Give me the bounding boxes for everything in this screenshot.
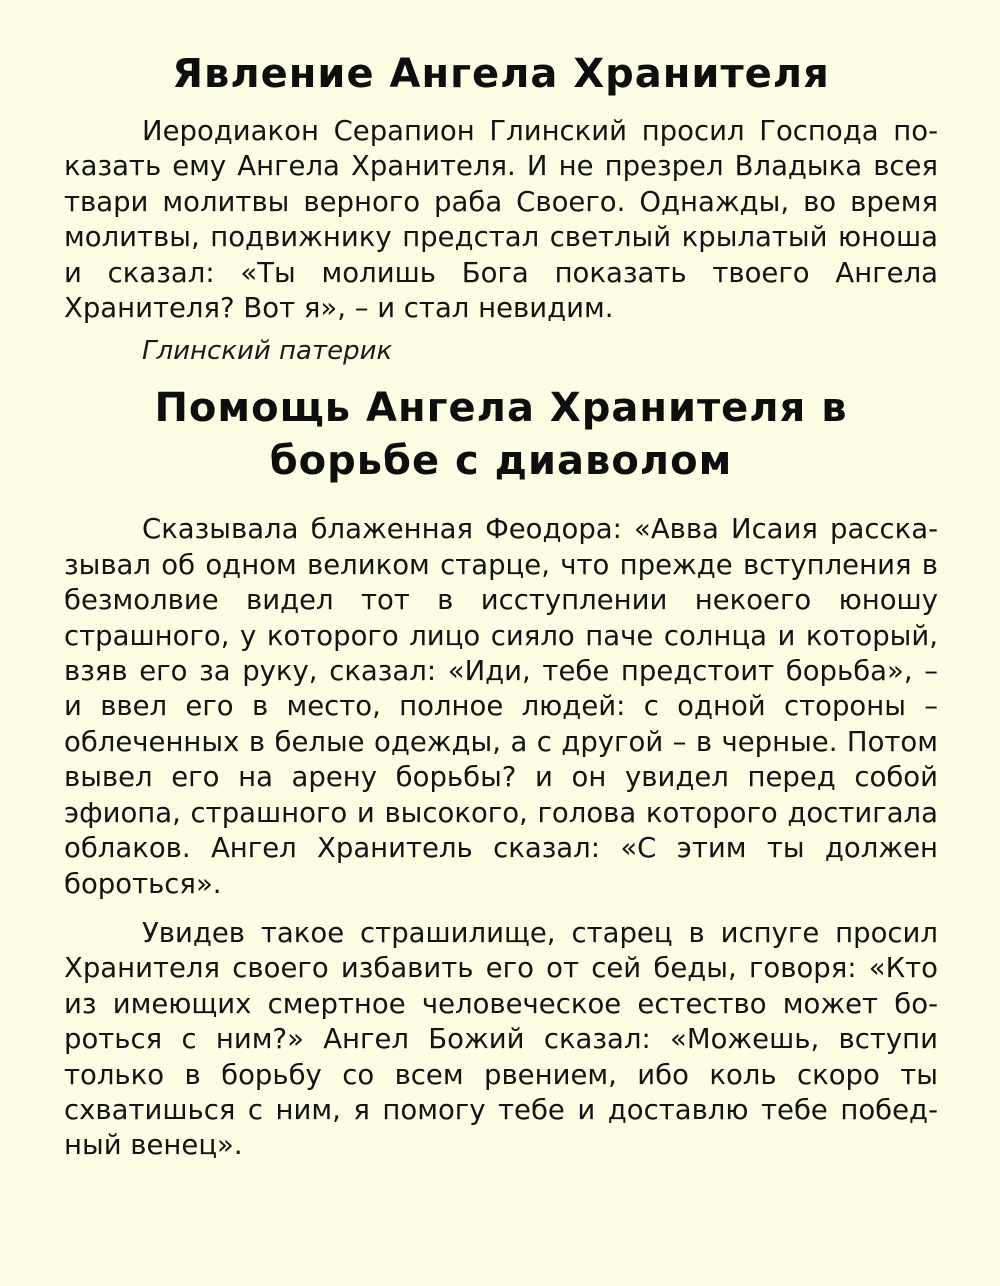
section-2-paragraph-1: Сказывала блаженная Феодора: «Авва Исаия рассказывал об одном великом старце, что прежде вступления в безмолвие видел тот в исступлении некоего юношу страшного, у которого лицо сияло паче солнца и который, взяв его за руку, сказал: «Иди, тебе предстоит борьба», – и ввел его в место, полное людей: с одной стороны – облеченных в белые одежды, а с другой – в черные. Потом вывел его на арену борьбы? и он увидел перед собой эфиопа, страшного и высокого, голова которого достигала облаков. Ангел Хранитель сказал: «С этим ты должен бороться».	[64, 513, 938, 900]
section-2-title-line-2: борьбе с диаволом	[269, 438, 733, 485]
section-2-paragraph-2: Увидев такое страшилище, старец в испуге просил Хранителя своего избавить его от сей беды, говоря: «Кто из имеющих смертное человеческое естество может бороться с ним?» Ангел Божий сказал: «Можешь, вступи только в борьбу со всем рвением, ибо коль скоро ты схватишься с ним, я помогу тебе и доставлю тебе победный венец».	[64, 916, 938, 1162]
section-2-title	[64, 382, 938, 488]
section-2-title-line-1: Помощь Ангела Хранителя в	[154, 385, 848, 432]
section-1-source: Глинский патерик	[142, 336, 393, 367]
section-1-paragraph: Иеродиакон Серапион Глинский просил Господа показать ему Ангела Хранителя. И не презрел Владыка всея твари молитвы верного раба Своего. Однажды, во время молитвы, подвижнику предстал светлый крылатый юноша и сказал: «Ты молишь Бога показать твоего Ангела Хранителя? Вот я», – и стал невидим.	[64, 115, 938, 325]
section-1-title: Явление Ангела Хранителя	[172, 51, 830, 97]
